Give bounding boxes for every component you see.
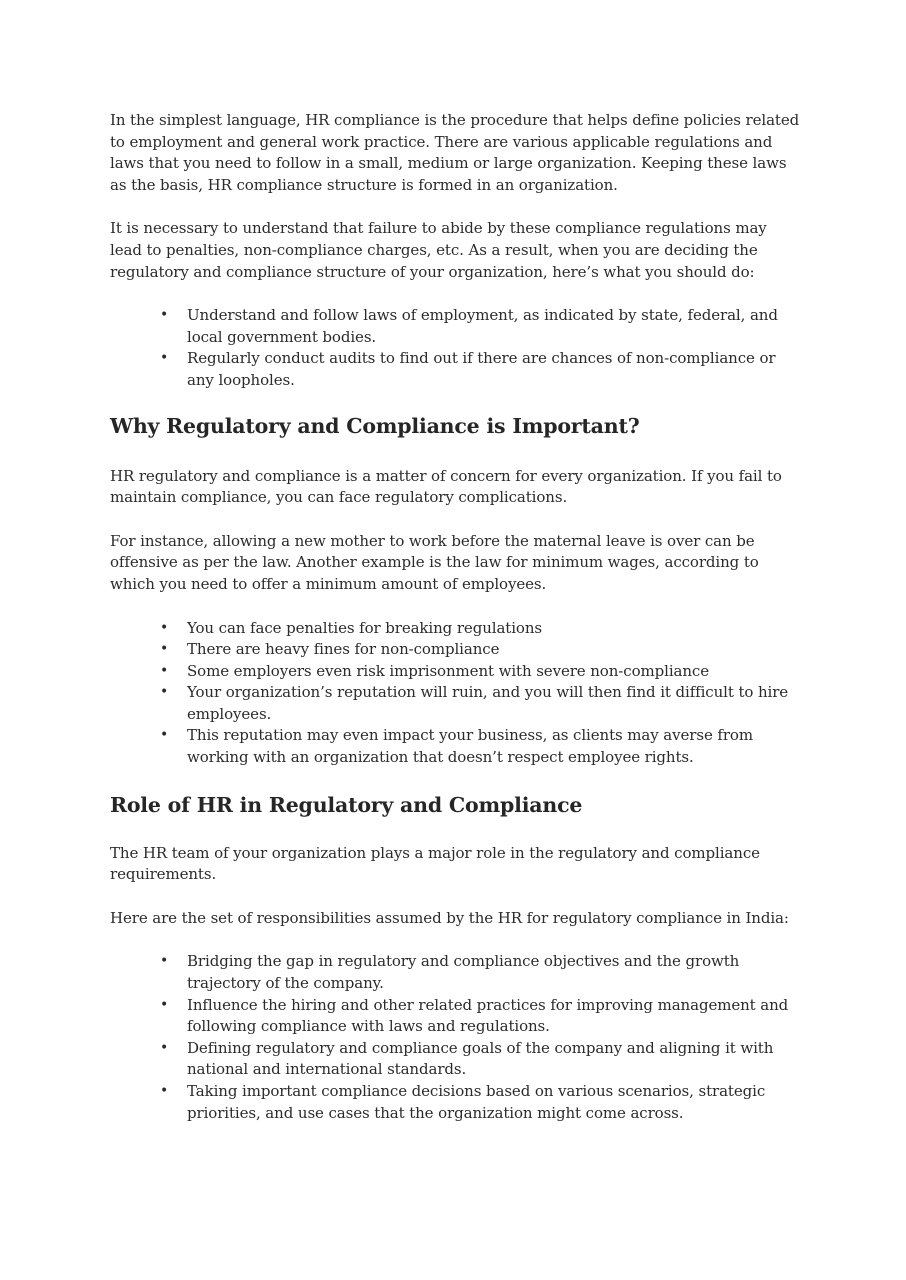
section2-paragraph-1: The HR team of your organization plays a major role in the regulatory and compliance requirements. <box>110 843 760 884</box>
list-item: • Understand and follow laws of employment, as indicated by state, federal, and local government bodies. <box>187 305 800 348</box>
section-heading-why-important: Why Regulatory and Compliance is Important? <box>110 413 640 438</box>
list-item: • Influence the hiring and other related practices for improving management and following compliance with laws and regulations. <box>187 995 800 1038</box>
list-item: • Bridging the gap in regulatory and compliance objectives and the growth trajectory of the company. <box>187 951 800 994</box>
list-item: • You can face penalties for breaking regulations <box>187 618 800 640</box>
list-item: • Regularly conduct audits to find out if there are chances of non-compliance or any loopholes. <box>187 348 800 391</box>
section1-paragraph-1: HR regulatory and compliance is a matter of concern for every organization. If you fail to maintain compliance, you can face regulatory complications. <box>110 466 782 507</box>
list-item: • This reputation may even impact your business, as clients may averse from working with an organization that doesn’t respect employee rights. <box>187 725 800 768</box>
section1-bullet-list <box>110 618 800 769</box>
list-item: • Your organization’s reputation will ruin, and you will then find it difficult to hire employees. <box>187 682 800 725</box>
list-item: • Defining regulatory and compliance goals of the company and aligning it with national and international standards. <box>187 1038 800 1081</box>
intro-bullet-list <box>110 305 800 391</box>
list-item: • Taking important compliance decisions based on various scenarios, strategic priorities, and use cases that the organization might come across. <box>187 1081 800 1124</box>
list-item: • There are heavy fines for non-compliance <box>187 639 800 661</box>
section2-paragraph-2: Here are the set of responsibilities assumed by the HR for regulatory compliance in India: <box>110 908 789 927</box>
document-page <box>110 110 800 1146</box>
list-item: • Some employers even risk imprisonment with severe non-compliance <box>187 661 800 683</box>
intro-paragraph-2: It is necessary to understand that failure to abide by these compliance regulations may lead to penalties, non-compliance charges, etc. As a result, when you are deciding the regulatory and compliance structure of your organization, here’s what you should do: <box>110 219 767 281</box>
section2-bullet-list <box>110 951 800 1124</box>
section1-paragraph-2: For instance, allowing a new mother to work before the maternal leave is over can be offensive as per the law. Another example is the law for minimum wages, according to which you need to offer a minimum amount of employees. <box>110 531 759 593</box>
section-heading-role-of-hr: Role of HR in Regulatory and Compliance <box>110 792 583 817</box>
intro-paragraph-1: In the simplest language, HR compliance is the procedure that helps define policies related to employment and general work practice. There are various applicable regulations and laws that you need to follow in a small, medium or large organization. Keeping these laws as the basis, HR compliance structure is formed in an organization. <box>110 111 800 194</box>
